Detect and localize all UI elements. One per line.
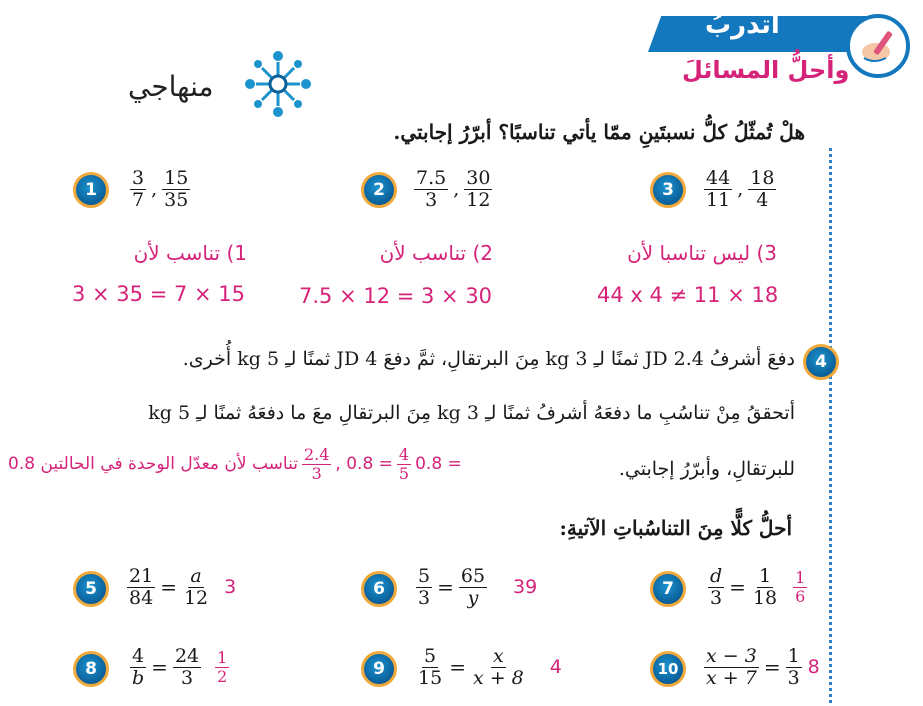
fraction: $\frac{24}{3}$ (174, 645, 200, 689)
answer-1-text: 1) تناسب لأن (133, 241, 247, 265)
answer-1-equation: 3 × 35 = 7 × 15 (72, 282, 246, 306)
fraction: $\frac{30}{12}$ (466, 167, 491, 211)
problem4-line2: أتحققُ مِنْ تناسُبِ ما دفعَهُ أشرفُ ثمنًا لـِ 3 kg مِنَ البرتقالِ معَ ما دفعَهُ ثمنًا لـِ 5 kg (148, 402, 795, 424)
item-badge-7: 7 (650, 571, 686, 607)
fraction: $\frac{a}{12}$ (183, 565, 209, 609)
item-8-answer: $\frac{1}{2}$ (217, 648, 228, 686)
answer-3-equation: 44 x 4 ≠ 11 × 18 (597, 283, 779, 307)
answer-2-text: 2) تناسب لأن (379, 241, 493, 265)
fraction: $\frac{x - 3}{x + 7}$ (706, 645, 757, 689)
problem4-line3: للبرتقالِ، وأبرّرُ إجابتي. (618, 458, 795, 480)
item-6-answer: 39 (513, 576, 538, 599)
fraction: $\frac{65}{y}$ (460, 565, 486, 609)
item-1-ratios: $\frac{3}{7}$ , $\frac{15}{35}$ (132, 167, 189, 211)
fraction: $\frac{18}{4}$ (750, 167, 775, 211)
problem4-answer-reason: تناسب لأن معدّل الوحدة في الحالتين 0.8 (8, 454, 298, 475)
fraction: $\frac{4}{5}$ (398, 445, 410, 483)
problem4-line1: دفعَ أشرفُ JD 2.4 ثمنًا لـِ 3 kg مِنَ البرتقالِ، ثمَّ دفعَ JD 4 ثمنًا لـِ 5 kg أُخرى. (182, 348, 795, 370)
fraction: $\frac{x}{x + 8}$ (472, 645, 524, 689)
item-badge-9: 9 (361, 651, 397, 687)
item-badge-8: 8 (73, 651, 109, 687)
item-9-proportion: $\frac{5}{15}$ = $\frac{x}{x + 8}$ 4 (418, 645, 562, 689)
item-5-proportion: $\frac{21}{84}$ = $\frac{a}{12}$ 3 (129, 565, 237, 609)
margin-dotted-line (829, 148, 832, 703)
fraction: $\frac{15}{35}$ (164, 167, 189, 211)
item-10-answer: 8 (807, 656, 820, 679)
item-badge-6: 6 (361, 571, 397, 607)
fraction: $\frac{d}{3}$ (710, 565, 723, 609)
section1-prompt: هلْ تُمثّلُ كلُّ نسبتَينِ ممّا يأتي تناسبًا؟ أبرّرُ إجابتي. (393, 120, 805, 144)
fraction: $\frac{4}{b}$ (132, 645, 145, 689)
item-7-proportion: $\frac{d}{3}$ = $\frac{1}{18}$ $\frac{1}{6}$ (710, 565, 806, 609)
answer-2-equation: 7.5 × 12 = 3 × 30 (299, 284, 493, 308)
header-title-bottom: وأحلُّ المسائلَ (682, 56, 850, 84)
item-badge-3: 3 (650, 172, 686, 208)
fraction: $\frac{44}{11}$ (706, 167, 731, 211)
snowflake-logo-icon (238, 44, 318, 128)
logo-text: منهاجي (128, 70, 214, 103)
fraction: $\frac{1}{3}$ (787, 645, 800, 689)
item-2-ratios: $\frac{7.5}{3}$ , $\frac{30}{12}$ (416, 167, 491, 211)
item-badge-5: 5 (73, 571, 109, 607)
section2-prompt: أحلُّ كلًّا مِنَ التناسُباتِ الآتيةِ: (559, 516, 792, 540)
item-badge-10: 10 (650, 651, 686, 687)
item-badge-1: 1 (73, 172, 109, 208)
fraction: $\frac{1}{18}$ (752, 565, 778, 609)
fraction: $\frac{7.5}{3}$ (416, 167, 447, 211)
fraction: $\frac{3}{7}$ (132, 167, 145, 211)
item-8-proportion: $\frac{4}{b}$ = $\frac{24}{3}$ $\frac{1}{2}$ (132, 645, 228, 689)
item-3-ratios: $\frac{44}{11}$ , $\frac{18}{4}$ (706, 167, 775, 211)
fraction: $\frac{2.4}{3}$ (303, 445, 330, 483)
answer-3-text: 3) ليس تناسبا لأن (627, 241, 777, 265)
fraction: $\frac{5}{15}$ (418, 645, 443, 689)
problem4-answer: تناسب لأن معدّل الوحدة في الحالتين 0.8 $\frac{2.4}{3}$ , 0.8 = $\frac{4}{5}$ 0.8 = (8, 445, 462, 483)
hand-writing-icon (846, 14, 910, 78)
item-badge-4: 4 (803, 344, 839, 380)
item-10-proportion: $\frac{x - 3}{x + 7}$ = $\frac{1}{3}$ 8 (706, 645, 820, 689)
header-title-top: أتدربُ (705, 10, 780, 40)
item-7-answer: $\frac{1}{6}$ (795, 568, 806, 606)
item-badge-2: 2 (361, 172, 397, 208)
item-9-answer: 4 (549, 656, 562, 679)
fraction: $\frac{5}{3}$ (418, 565, 431, 609)
item-5-answer: 3 (224, 576, 237, 599)
fraction: $\frac{21}{84}$ (129, 565, 154, 609)
item-6-proportion: $\frac{5}{3}$ = $\frac{65}{y}$ 39 (418, 565, 538, 609)
